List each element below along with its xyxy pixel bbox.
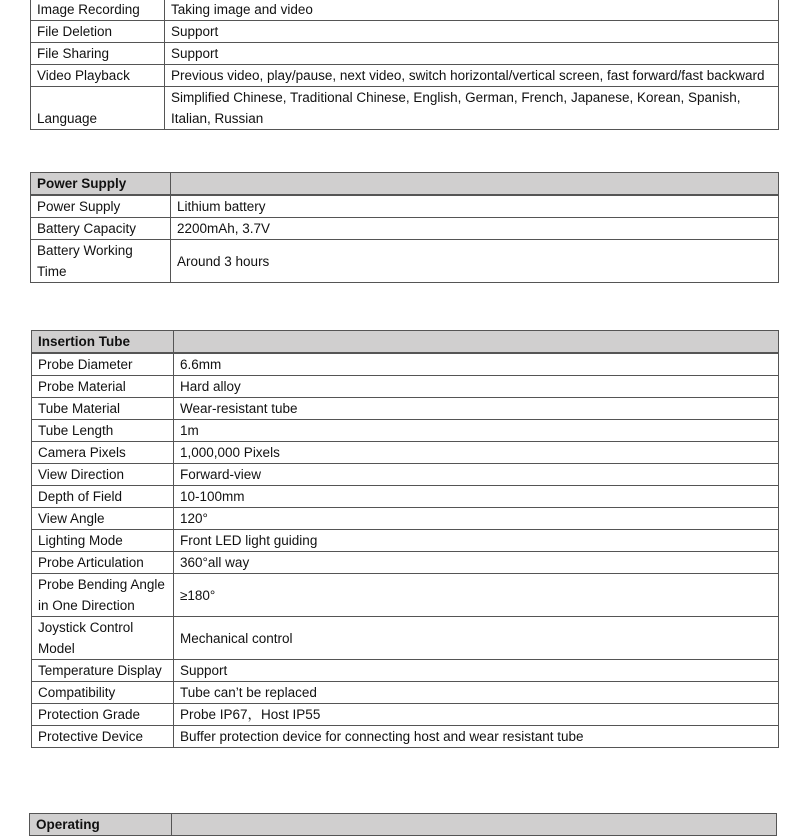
spec-value: Lithium battery bbox=[171, 195, 779, 218]
table-row bbox=[32, 574, 779, 617]
table-row bbox=[32, 617, 779, 660]
header-blank-cell bbox=[172, 814, 777, 836]
spec-label: Protection Grade bbox=[32, 704, 174, 726]
spec-label: Video Playback bbox=[31, 65, 165, 87]
spec-value: Wear-resistant tube bbox=[174, 398, 779, 420]
spec-value: Support bbox=[174, 660, 779, 682]
spec-label bbox=[32, 617, 174, 660]
spec-label-line: Time bbox=[37, 264, 67, 279]
table-row bbox=[32, 704, 779, 726]
spec-label-line: Battery Working bbox=[37, 243, 133, 258]
spec-value: Forward-view bbox=[174, 464, 779, 486]
spec-label-line: Probe Bending Angle bbox=[38, 577, 165, 592]
section-title: Power Supply bbox=[31, 173, 171, 196]
operating-table bbox=[29, 813, 777, 836]
header-blank-cell bbox=[171, 173, 779, 196]
table-row bbox=[32, 376, 779, 398]
table-header-row bbox=[32, 331, 779, 354]
spec-value bbox=[165, 87, 779, 130]
table-row bbox=[32, 552, 779, 574]
spec-label: Tube Material bbox=[32, 398, 174, 420]
spec-value: Support bbox=[165, 43, 779, 65]
spec-value: Tube can’t be replaced bbox=[174, 682, 779, 704]
spec-label: Compatibility bbox=[32, 682, 174, 704]
spec-label: Camera Pixels bbox=[32, 442, 174, 464]
table-header-row bbox=[31, 173, 779, 196]
table-row bbox=[32, 420, 779, 442]
spec-label: View Direction bbox=[32, 464, 174, 486]
table-row bbox=[32, 486, 779, 508]
table-row bbox=[31, 218, 779, 240]
header-blank-cell bbox=[174, 331, 779, 354]
table-row bbox=[31, 0, 779, 21]
table-row bbox=[32, 442, 779, 464]
spec-label: Power Supply bbox=[31, 195, 171, 218]
spec-value: 10-100mm bbox=[174, 486, 779, 508]
section-title: Insertion Tube bbox=[32, 331, 174, 354]
spec-value: 2200mAh, 3.7V bbox=[171, 218, 779, 240]
spec-value-line: Italian, Russian bbox=[171, 111, 264, 126]
spec-value: Support bbox=[165, 21, 779, 43]
spec-label-line: Model bbox=[38, 641, 75, 656]
table-row bbox=[32, 726, 779, 748]
spec-value: ≥180° bbox=[174, 574, 779, 617]
spec-label: Language bbox=[31, 87, 165, 130]
spec-value: Front LED light guiding bbox=[174, 530, 779, 552]
spec-value: 360°all way bbox=[174, 552, 779, 574]
spec-value: 1m bbox=[174, 420, 779, 442]
spec-label: View Angle bbox=[32, 508, 174, 530]
spec-label: Protective Device bbox=[32, 726, 174, 748]
table-row bbox=[32, 530, 779, 552]
spec-label: Lighting Mode bbox=[32, 530, 174, 552]
table-row bbox=[32, 353, 779, 376]
spec-label: Depth of Field bbox=[32, 486, 174, 508]
spec-value: Probe IP67，Host IP55 bbox=[174, 704, 779, 726]
insertion-tube-table bbox=[31, 330, 779, 748]
spec-label: Image Recording bbox=[31, 0, 165, 21]
spec-label: Battery Capacity bbox=[31, 218, 171, 240]
table-row bbox=[31, 240, 779, 283]
table-row bbox=[32, 464, 779, 486]
spec-value: 1,000,000 Pixels bbox=[174, 442, 779, 464]
table-row bbox=[31, 43, 779, 65]
general-spec-table bbox=[30, 0, 779, 130]
spec-value: Previous video, play/pause, next video, switch horizontal/vertical screen, fast forward/fast backward bbox=[165, 65, 779, 87]
spec-label-line: Joystick Control bbox=[38, 620, 134, 635]
spec-label: Probe Material bbox=[32, 376, 174, 398]
spec-label: Temperature Display bbox=[32, 660, 174, 682]
section-title: Operating bbox=[30, 814, 172, 836]
table-row bbox=[31, 65, 779, 87]
spec-label-line: in One Direction bbox=[38, 598, 135, 613]
table-header-row bbox=[30, 814, 777, 836]
spec-label: File Sharing bbox=[31, 43, 165, 65]
spec-value: 6.6mm bbox=[174, 353, 779, 376]
table-row bbox=[31, 87, 779, 130]
spec-value: Taking image and video bbox=[165, 0, 779, 21]
spec-label bbox=[32, 574, 174, 617]
spec-value: Hard alloy bbox=[174, 376, 779, 398]
spec-value-line: Simplified Chinese, Traditional Chinese, English, German, French, Japanese, Korean, Spanish, bbox=[171, 90, 741, 105]
spec-label: Probe Diameter bbox=[32, 353, 174, 376]
spec-value: Mechanical control bbox=[174, 617, 779, 660]
power-supply-table bbox=[30, 172, 779, 283]
spec-label: Tube Length bbox=[32, 420, 174, 442]
table-row bbox=[32, 398, 779, 420]
table-row bbox=[31, 195, 779, 218]
spec-label bbox=[31, 240, 171, 283]
spec-label: File Deletion bbox=[31, 21, 165, 43]
table-row bbox=[32, 682, 779, 704]
spec-label: Probe Articulation bbox=[32, 552, 174, 574]
spec-value: 120° bbox=[174, 508, 779, 530]
table-row bbox=[32, 660, 779, 682]
spec-value: Around 3 hours bbox=[171, 240, 779, 283]
table-row bbox=[31, 21, 779, 43]
table-row bbox=[32, 508, 779, 530]
spec-value: Buffer protection device for connecting host and wear resistant tube bbox=[174, 726, 779, 748]
